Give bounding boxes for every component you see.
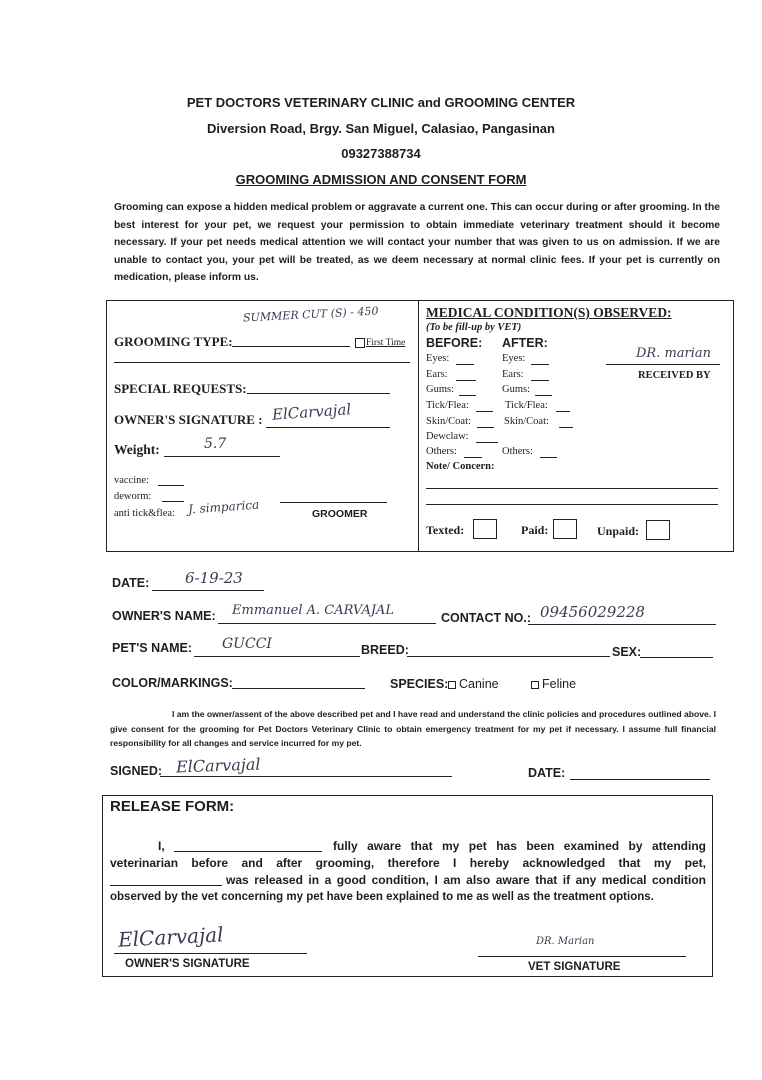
received-by-label: RECEIVED BY: [638, 370, 711, 381]
groomer-field[interactable]: [280, 502, 387, 503]
signed-scribble: ElCarvajal: [175, 754, 261, 777]
before-others-field[interactable]: [464, 457, 482, 458]
contact-field[interactable]: [528, 624, 716, 625]
after-ears-field[interactable]: [531, 380, 549, 381]
after-skin-coat: Skin/Coat:: [504, 416, 549, 427]
medical-condition-title: MEDICAL CONDITION(S) OBSERVED:: [426, 305, 672, 320]
clinic-phone: 09327388734: [341, 146, 421, 161]
before-others: Others:: [426, 446, 457, 457]
color-markings-field[interactable]: [232, 688, 365, 689]
release-i-label: I,: [158, 839, 165, 853]
pet-name-field[interactable]: [194, 656, 360, 657]
sex-field[interactable]: [640, 657, 713, 658]
date-label: DATE:: [112, 576, 150, 590]
release-form-title: RELEASE FORM:: [110, 798, 235, 815]
vet-signature-label: VET SIGNATURE: [528, 961, 621, 973]
before-skin-coat-field[interactable]: [477, 427, 494, 428]
release-line-4: observed by the vet concerning my pet have been explained to me as well as the treatment options.: [110, 891, 654, 903]
release-line-3: was released in a good condition, I am also aware that if any medical condition: [226, 873, 706, 887]
before-skin-coat: Skin/Coat:: [426, 416, 471, 427]
received-by-field[interactable]: [606, 364, 720, 365]
color-markings-label: COLOR/MARKINGS:: [112, 676, 233, 690]
canine-label: Canine: [459, 677, 499, 691]
signed-field[interactable]: [160, 776, 452, 777]
before-label: BEFORE:: [426, 336, 483, 350]
after-gums: Gums:: [502, 384, 531, 395]
owner-name-value: Emmanuel A. CARVAJAL: [232, 603, 395, 618]
texted-label: Texted:: [426, 523, 465, 537]
before-eyes: Eyes:: [426, 353, 450, 364]
after-eyes-field[interactable]: [531, 364, 549, 365]
form-title: GROOMING ADMISSION AND CONSENT FORM: [235, 172, 527, 187]
release-name-field[interactable]: [174, 840, 322, 852]
after-skin-coat-field[interactable]: [559, 427, 573, 428]
clinic-name: PET DOCTORS VETERINARY CLINIC and GROOMING CENTER: [186, 95, 576, 110]
release-owner-signature-field[interactable]: [114, 953, 307, 954]
grooming-type-field[interactable]: [232, 346, 350, 347]
before-dewclaw-field[interactable]: [476, 442, 498, 443]
received-by-value: DR. marian: [636, 346, 712, 361]
breed-label: BREED:: [361, 643, 409, 657]
special-requests-label: SPECIAL REQUESTS:: [114, 381, 247, 396]
after-gums-field[interactable]: [535, 395, 552, 396]
grooming-type-value: SUMMER CUT (S) - 450: [242, 304, 379, 325]
unpaid-checkbox[interactable]: [646, 520, 670, 540]
note-concern-label: Note/ Concern:: [426, 461, 495, 472]
anti-tick-value: J. simparica: [187, 497, 260, 517]
breed-field[interactable]: [407, 656, 610, 657]
note-line-2[interactable]: [426, 504, 718, 505]
before-ears: Ears:: [426, 369, 448, 380]
canine-checkbox[interactable]: [448, 681, 456, 689]
owner-signature-field[interactable]: [266, 427, 390, 428]
feline-label: Feline: [542, 677, 577, 691]
vaccine-label: vaccine:: [114, 475, 149, 486]
after-tick-flea: Tick/Flea:: [505, 400, 548, 411]
deworm-field[interactable]: [162, 501, 184, 502]
before-gums: Gums:: [426, 384, 455, 395]
release-owner-signature-label: OWNER'S SIGNATURE: [125, 958, 250, 970]
paid-label: Paid:: [521, 523, 549, 537]
clinic-address: Diversion Road, Brgy. San Miguel, Calasiao, Pangasinan: [207, 121, 555, 136]
before-ears-field[interactable]: [456, 380, 476, 381]
intro-paragraph: Grooming can expose a hidden medical problem or aggravate a current one. This can occur during or after grooming. In the best interest for your pet, we request your permission to obtain immediate veterinary treatment should it become necessary. If your pet needs medical attention we will contact your number that was given to us on admission. If we are unable to contact you, your pet will be treated, as we deem necessary at normal clinic fees. If your pet is currently on medication, please inform us.: [114, 202, 720, 283]
first-time-label: First Time: [366, 338, 406, 348]
panel-divider: [418, 300, 419, 551]
consent-date-label: DATE:: [528, 766, 566, 780]
vet-signature-scribble: DR. Marian: [536, 936, 595, 947]
owner-signature-scribble: ElCarvajal: [271, 400, 352, 424]
contact-label: CONTACT NO.:: [441, 611, 532, 625]
owner-name-field[interactable]: [218, 623, 436, 624]
before-dewclaw: Dewclaw:: [426, 431, 469, 442]
before-gums-field[interactable]: [459, 395, 476, 396]
consent-text: I am the owner/assent of the above described pet and I have read and understand the clinic policies and procedures outlined above. I give consent for the grooming for Pet Doctors Veterinary Clinic to obtain emergency treatment for my pet if necessary. I assume full financial responsibility for all changes and service incurred for my pet.: [110, 709, 716, 748]
weight-label: Weight:: [114, 442, 160, 457]
weight-field[interactable]: [164, 456, 280, 457]
medical-condition-subtitle: (To be fill-up by VET): [426, 322, 522, 333]
before-eyes-field[interactable]: [456, 364, 474, 365]
release-pet-field[interactable]: [110, 874, 222, 886]
pet-name-value: GUCCI: [222, 636, 272, 652]
after-ears: Ears:: [502, 369, 524, 380]
signed-label: SIGNED:: [110, 764, 163, 778]
after-others: Others:: [502, 446, 533, 457]
species-label: SPECIES:: [390, 677, 449, 691]
weight-value: 5.7: [204, 436, 227, 452]
after-tick-flea-field[interactable]: [556, 411, 570, 412]
contact-value: 09456029228: [540, 603, 645, 621]
release-line-2: veterinarian before and after grooming, therefore I hereby acknowledged that my pet,: [110, 856, 706, 870]
date-field[interactable]: [152, 590, 264, 591]
consent-date-field[interactable]: [570, 779, 710, 780]
grooming-type-line-2: [114, 362, 410, 363]
date-value: 6-19-23: [185, 569, 243, 587]
before-tick-flea-field[interactable]: [476, 411, 493, 412]
unpaid-label: Unpaid:: [597, 524, 640, 538]
after-others-field[interactable]: [540, 457, 557, 458]
feline-checkbox[interactable]: [531, 681, 539, 689]
release-text-block: [110, 838, 706, 906]
pet-name-label: PET'S NAME:: [112, 641, 193, 655]
vet-signature-field[interactable]: [478, 956, 686, 957]
anti-tick-label: anti tick&flea:: [114, 508, 175, 519]
texted-checkbox[interactable]: [473, 519, 497, 539]
release-owner-signature-scribble: ElCarvajal: [117, 922, 225, 952]
paid-checkbox[interactable]: [553, 519, 577, 539]
grooming-type-label: GROOMING TYPE:: [114, 334, 233, 349]
before-tick-flea: Tick/Flea:: [426, 400, 469, 411]
special-requests-field[interactable]: [247, 393, 390, 394]
owner-signature-label: OWNER'S SIGNATURE :: [114, 412, 263, 427]
release-line-1: fully aware that my pet has been examined by attending: [333, 839, 706, 853]
sex-label: SEX:: [612, 645, 642, 659]
after-eyes: Eyes:: [502, 353, 526, 364]
deworm-label: deworm:: [114, 491, 152, 502]
owner-name-label: OWNER'S NAME:: [112, 609, 216, 623]
first-time-checkbox[interactable]: [355, 338, 365, 348]
after-label: AFTER:: [502, 336, 548, 350]
note-line-1[interactable]: [426, 488, 718, 489]
groomer-label: GROOMER: [312, 508, 368, 520]
vaccine-field[interactable]: [158, 485, 184, 486]
